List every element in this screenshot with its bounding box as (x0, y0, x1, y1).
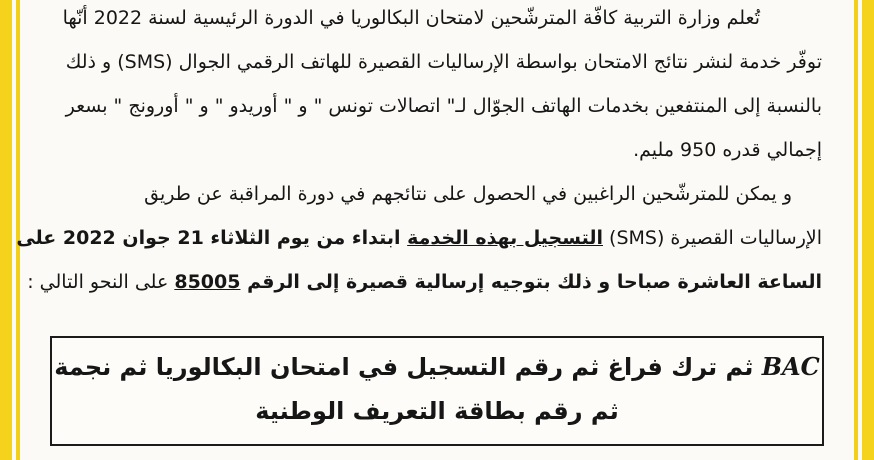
right-yellow-border (862, 0, 874, 460)
paragraph2-line3-end: على النحو التالي : (27, 271, 175, 293)
sms-format-box (50, 336, 824, 446)
paragraph1-line4: إجمالي قدره 950 مليم. (633, 139, 822, 161)
paragraph2-line1: و يمكن للمترشّحين الراغبين في الحصول على نتائجهم في دورة المراقبة عن طريق (144, 183, 792, 205)
paragraph2-line2-end: ابتداء من يوم الثلاثاء 21 جوان 2022 على (16, 227, 408, 249)
paragraph1-line1: تُعلم وزارة التربية كافّة المترشّحين لامتحان البكالوريا في الدورة الرئيسية لسنة 2022 أنّها (62, 7, 760, 29)
sms-number: 85005 (174, 271, 241, 293)
sms-format-line1-rest: ثم ترك فراغ ثم رقم التسجيل في امتحان البكالوريا ثم نجمة (54, 353, 762, 381)
registration-service-text: التسجيل بهذه الخدمة (407, 227, 603, 249)
left-yellow-border (0, 0, 12, 460)
paragraph2-line2-start: الإرساليات القصيرة (SMS) (603, 227, 822, 249)
paragraph2-line3 (27, 271, 822, 316)
paragraph1-line2: توفّر خدمة لنشر نتائج الامتحان بواسطة الإرساليات القصيرة للهاتف الرقمي الجوال (SMS) و ذلك (65, 51, 822, 73)
paragraph2-line2 (16, 227, 822, 272)
paragraph2-line3-start: الساعة العاشرة صباحا و ذلك بتوجيه إرسالية قصيرة إلى الرقم (240, 271, 822, 293)
right-yellow-line (854, 0, 858, 460)
bac-keyword: BAC (761, 352, 820, 381)
announcement-text (16, 7, 822, 316)
sms-format-line1 (52, 352, 822, 382)
sms-format-line2: ثم رقم بطاقة التعريف الوطنية (255, 397, 619, 425)
paragraph1-line3: بالنسبة إلى المنتفعين بخدمات الهاتف الجوّال لـ" اتصالات تونس " و " أوريدو " و " أورونج " بسعر (65, 95, 822, 117)
